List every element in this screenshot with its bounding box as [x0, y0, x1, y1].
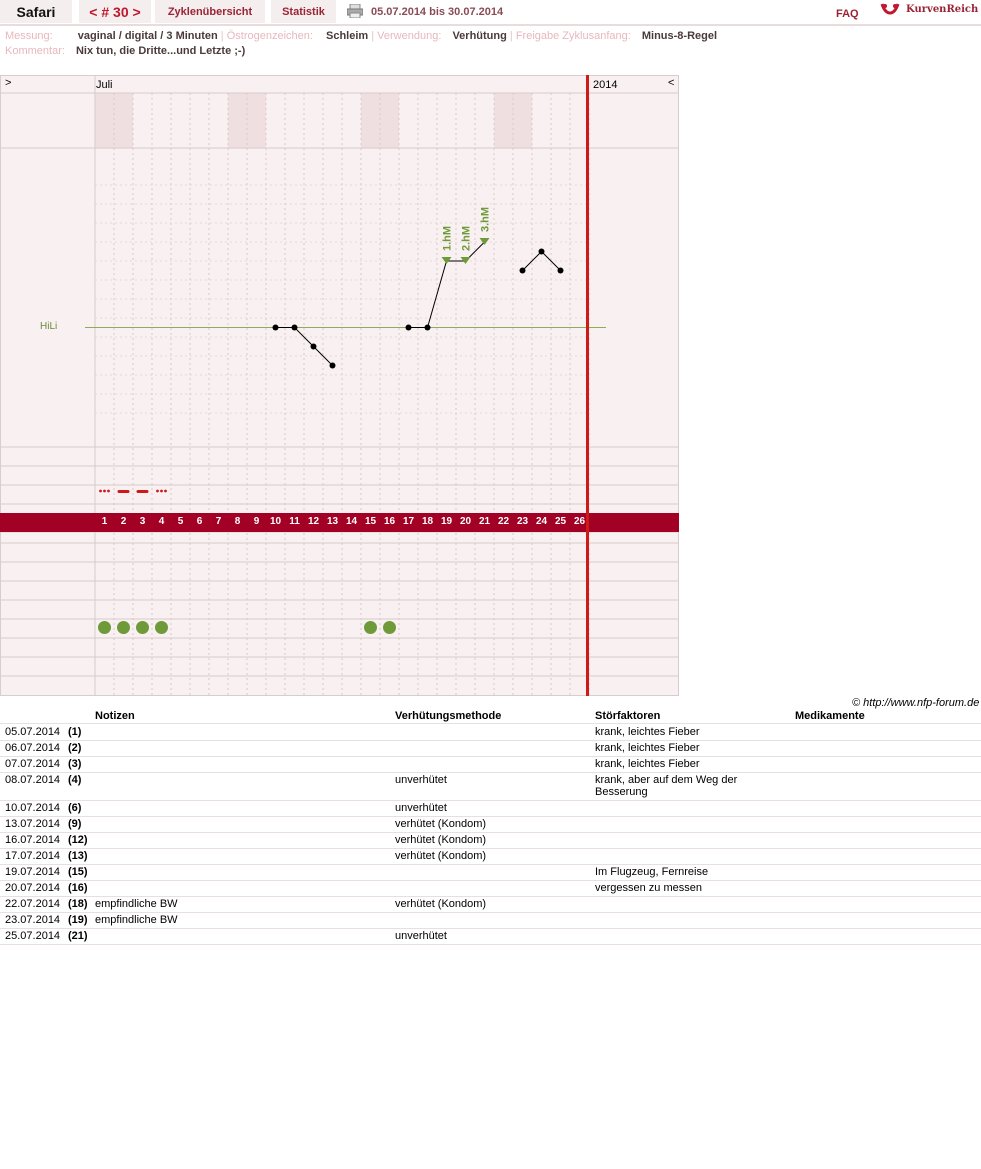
copyright: © http://www.nfp-forum.de — [852, 697, 980, 709]
row-stoer: krank, aber auf dem Weg der Besserung — [595, 774, 738, 798]
cycle-day-number: 22 — [497, 516, 510, 527]
row-date: 06.07.2014 — [5, 742, 61, 754]
bleeding-spot — [156, 490, 159, 493]
cycle-day-number: 10 — [269, 516, 282, 527]
table-header-line — [0, 723, 981, 724]
table-row — [0, 772, 981, 801]
cycle-day-number: 2 — [120, 516, 127, 527]
row-date: 13.07.2014 — [5, 818, 61, 830]
high-measure-label: 3.hM — [479, 206, 492, 232]
cycle-nav[interactable]: < # 30 > — [79, 0, 151, 23]
verwendung-value: Verhütung — [452, 30, 507, 42]
high-measure-label: 2.hM — [460, 225, 473, 251]
row-day: (19) — [68, 914, 88, 926]
weekend-shade — [247, 93, 266, 148]
cycle-day-number: 3 — [139, 516, 146, 527]
row-stoer: vergessen zu messen — [595, 882, 702, 894]
th-notizen: Notizen — [95, 710, 135, 722]
row-date: 17.07.2014 — [5, 850, 61, 862]
table-row — [0, 740, 981, 757]
temp-point — [330, 363, 336, 369]
row-day: (9) — [68, 818, 82, 830]
month-label: Juli — [96, 79, 113, 91]
temp-line — [409, 242, 485, 328]
row-day: (6) — [68, 802, 82, 814]
zyklustag-bar-right — [588, 513, 679, 532]
row-day: (2) — [68, 742, 82, 754]
row-method: unverhütet — [395, 774, 447, 786]
row-method: verhütet (Kondom) — [395, 818, 487, 830]
row-day: (3) — [68, 758, 82, 770]
weekend-shade — [228, 93, 247, 148]
row-stoer: krank, leichtes Fieber — [595, 758, 700, 770]
today-line — [586, 75, 589, 696]
weekend-shade — [95, 93, 114, 148]
weekend-shade — [513, 93, 532, 148]
cycle-day-number: 25 — [554, 516, 567, 527]
temp-point — [558, 268, 564, 274]
bleeding-spot — [164, 490, 167, 493]
cycle-day-number: 4 — [158, 516, 165, 527]
row-method: verhütet (Kondom) — [395, 850, 487, 862]
row-date: 19.07.2014 — [5, 866, 61, 878]
temp-point — [520, 268, 526, 274]
cycle-chart — [0, 75, 679, 696]
meta-line-2 — [5, 45, 245, 57]
kommentar-label: Kommentar: — [5, 45, 65, 57]
row-date: 23.07.2014 — [5, 914, 61, 926]
bleeding-mark — [118, 490, 130, 493]
row-date: 16.07.2014 — [5, 834, 61, 846]
row-stoer: Im Flugzeug, Fernreise — [595, 866, 709, 878]
row-note: empfindliche BW — [95, 914, 178, 926]
bleeding-spot — [99, 490, 102, 493]
nav-prev[interactable]: > — [5, 77, 12, 89]
temp-point — [406, 325, 412, 331]
row-method: unverhütet — [395, 802, 447, 814]
temp-point — [539, 249, 545, 255]
row-day: (15) — [68, 866, 88, 878]
table-row — [0, 756, 981, 773]
cycle-day-number: 1 — [101, 516, 108, 527]
row-note: empfindliche BW — [95, 898, 178, 910]
year-label: 2014 — [593, 79, 618, 91]
kommentar-value: Nix tun, die Dritte...und Letzte ;-) — [75, 45, 246, 57]
freigabe-value: Minus-8-Regel — [641, 30, 718, 42]
messung-value: vaginal / digital / 3 Minuten — [77, 30, 218, 42]
row-date: 07.07.2014 — [5, 758, 61, 770]
row-day: (12) — [68, 834, 88, 846]
weekend-shade — [380, 93, 399, 148]
disturbance-icon — [117, 621, 130, 634]
row-day: (13) — [68, 850, 88, 862]
temp-point — [425, 325, 431, 331]
tab-zyklenuebersicht[interactable]: Zyklenübersicht — [155, 0, 265, 23]
row-date: 05.07.2014 — [5, 726, 61, 738]
table-row — [0, 896, 981, 913]
cycle-day-number: 18 — [421, 516, 434, 527]
chart-border — [1, 76, 679, 696]
cycle-day-number: 12 — [307, 516, 320, 527]
bleeding-spot — [160, 490, 163, 493]
cycle-day-number: 14 — [345, 516, 358, 527]
cycle-day-number: 19 — [440, 516, 453, 527]
row-date: 20.07.2014 — [5, 882, 61, 894]
bleeding-mark — [137, 490, 149, 493]
row-date: 25.07.2014 — [5, 930, 61, 942]
table-row — [0, 724, 981, 741]
logo-text[interactable]: KurvenReich — [906, 4, 979, 15]
cycle-day-number: 20 — [459, 516, 472, 527]
temp-point — [311, 344, 317, 350]
weekend-shade — [114, 93, 133, 148]
disturbance-icon — [364, 621, 377, 634]
cycle-day-number: 13 — [326, 516, 339, 527]
cycle-day-number: 8 — [234, 516, 241, 527]
cycle-day-number: 11 — [289, 516, 300, 527]
row-method: verhütet (Kondom) — [395, 898, 487, 910]
cycle-day-number: 26 — [573, 516, 586, 527]
row-method: verhütet (Kondom) — [395, 834, 487, 846]
table-row — [0, 864, 981, 881]
cycle-day-number: 16 — [383, 516, 396, 527]
th-verhuetungsmethode: Verhütungsmethode — [395, 710, 502, 722]
nav-next[interactable]: < — [668, 77, 675, 89]
temp-point — [292, 325, 298, 331]
temp-point — [273, 325, 279, 331]
freigabe-label: Freigabe Zyklusanfang: — [515, 30, 631, 42]
row-day: (18) — [68, 898, 88, 910]
disturbance-icon — [383, 621, 396, 634]
table-row — [0, 848, 981, 865]
table-row — [0, 880, 981, 897]
faq-link[interactable]: FAQ — [836, 8, 859, 20]
weekend-shade — [494, 93, 513, 148]
brand-label: Safari — [0, 0, 72, 23]
row-stoer: krank, leichtes Fieber — [595, 742, 700, 754]
bleeding-spot — [103, 490, 106, 493]
row-date: 22.07.2014 — [5, 898, 61, 910]
oestrogen-label: Östrogenzeichen: — [226, 30, 313, 42]
cycle-day-number: 6 — [196, 516, 203, 527]
cycle-day-number: 9 — [253, 516, 260, 527]
bleeding-spot — [107, 490, 110, 493]
date-range: 05.07.2014 bis 30.07.2014 — [371, 6, 504, 18]
row-day: (4) — [68, 774, 82, 786]
table-row — [0, 912, 981, 929]
cycle-day-number: 23 — [516, 516, 529, 527]
row-method: unverhütet — [395, 930, 447, 942]
cycle-day-number: 17 — [402, 516, 415, 527]
cycle-day-number: 15 — [364, 516, 377, 527]
row-day: (16) — [68, 882, 88, 894]
top-bar — [0, 0, 981, 26]
th-medikamente: Medikamente — [795, 710, 865, 722]
row-date: 10.07.2014 — [5, 802, 61, 814]
messung-label: Messung: — [5, 30, 53, 42]
row-day: (1) — [68, 726, 82, 738]
th-stoerfaktoren: Störfaktoren — [595, 710, 661, 722]
printer-icon[interactable] — [347, 4, 363, 18]
row-day: (21) — [68, 930, 88, 942]
cycle-day-number: 5 — [177, 516, 184, 527]
table-row — [0, 816, 981, 833]
verwendung-label: Verwendung: — [377, 30, 442, 42]
cycle-day-number: 24 — [535, 516, 548, 527]
disturbance-icon — [98, 621, 111, 634]
cycle-day-number: 7 — [215, 516, 222, 527]
chart-canvas — [0, 75, 679, 696]
row-stoer: krank, leichtes Fieber — [595, 726, 700, 738]
disturbance-icon — [155, 621, 168, 634]
table-row — [0, 928, 981, 945]
hili-label: HiLi — [40, 321, 58, 332]
table-row — [0, 832, 981, 849]
oestrogen-value: Schleim — [326, 30, 369, 42]
cycle-day-number: 21 — [478, 516, 491, 527]
meta-line-1: Messung: vaginal / digital / 3 Minuten | Östrogenzeichen: Schleim | Verwendung: Verhütung | Freigabe Zyklusanfang: Minus-8-Regel — [5, 30, 718, 42]
disturbance-icon — [136, 621, 149, 634]
weekend-shade — [361, 93, 380, 148]
tab-statistik[interactable]: Statistik — [271, 0, 336, 23]
high-measure-label: 1.hM — [441, 225, 454, 251]
table-row — [0, 800, 981, 817]
row-date: 08.07.2014 — [5, 774, 61, 786]
kurvenreich-logo-icon[interactable] — [880, 2, 900, 20]
